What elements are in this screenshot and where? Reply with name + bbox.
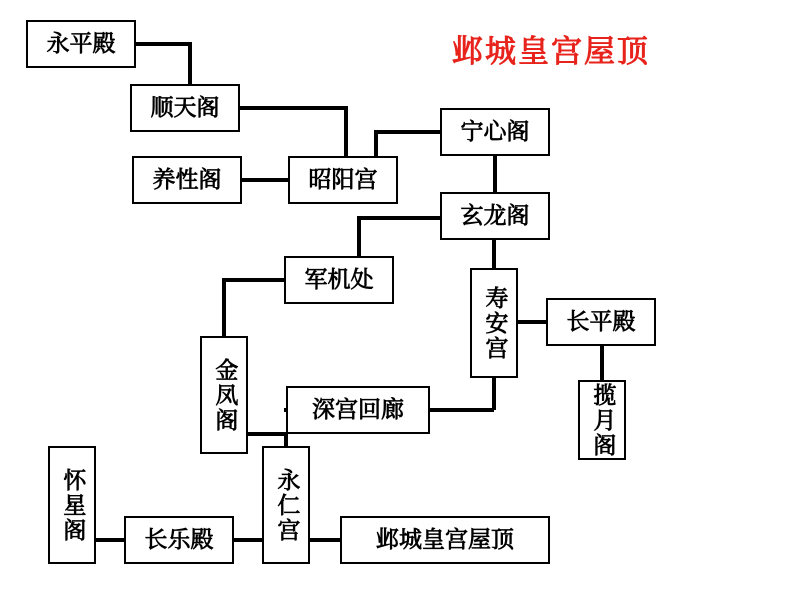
node-xuanlongge[interactable]: 玄龙阁 (440, 192, 550, 240)
edge-changpingdian-lanyuege-v (600, 344, 604, 382)
node-yangxingge[interactable]: 养性阁 (132, 156, 242, 204)
edge-xuanlongge-shouangong-v (492, 238, 496, 270)
diagram-title: 邺城皇宫屋顶 (452, 34, 650, 70)
node-yongrengong[interactable]: 永仁宫 (262, 446, 310, 564)
node-ningxinge[interactable]: 宁心阁 (440, 108, 550, 156)
node-changledian[interactable]: 长乐殿 (124, 516, 234, 564)
edge-xuanlongge-junjichu-v (357, 216, 361, 260)
node-yechenghuanggongwuding[interactable]: 邺城皇宫屋顶 (340, 516, 550, 564)
edge-shuntiange-zhaoyanggong-v (344, 106, 348, 158)
edge-shuntiange-zhaoyanggong-h (240, 106, 348, 110)
edge-junjichu-jinfengge-h (222, 278, 286, 282)
edge-zhaoyanggong-ningxinge-v (374, 130, 378, 158)
node-shouangong[interactable]: 寿安宫 (470, 268, 518, 378)
node-shuntiange[interactable]: 顺天阁 (130, 84, 240, 132)
edge-xuanlongge-junjichu-h (357, 216, 443, 220)
edge-yongpingdian-shuntiange-h (136, 42, 192, 46)
node-lanyuege[interactable]: 揽月阁 (578, 380, 626, 460)
node-yongpingdian[interactable]: 永平殿 (26, 20, 136, 68)
edge-shengonghuilang-right-h (428, 408, 494, 412)
node-huaixingge[interactable]: 怀星阁 (48, 446, 96, 564)
edge-ningxinge-xuanlongge-v (493, 154, 497, 194)
edge-changledian-yongrengong-h (232, 538, 264, 542)
node-junjichu[interactable]: 军机处 (284, 256, 394, 304)
node-jinfengge[interactable]: 金凤阁 (200, 336, 248, 454)
node-zhaoyanggong[interactable]: 昭阳宫 (288, 156, 398, 204)
edge-yangxingge-zhaoyanggong-h (240, 178, 290, 182)
edge-huaixingge-changledian-h (94, 538, 126, 542)
edge-shouangong-shengonghuilang-v (492, 376, 496, 410)
edge-yongpingdian-shuntiange-v (188, 42, 192, 86)
edge-zhaoyanggong-ningxinge-h1 (374, 130, 442, 134)
edge-shouangong-changpingdian-h (516, 320, 548, 324)
edge-jinfengge-yongrengong-h (246, 432, 288, 436)
edge-junjichu-jinfengge-v (222, 278, 226, 338)
edge-yongrengong-wuding-h (308, 538, 342, 542)
node-changpingdian[interactable]: 长平殿 (546, 298, 656, 346)
node-shengonghuilang[interactable]: 深宫回廊 (286, 386, 430, 434)
